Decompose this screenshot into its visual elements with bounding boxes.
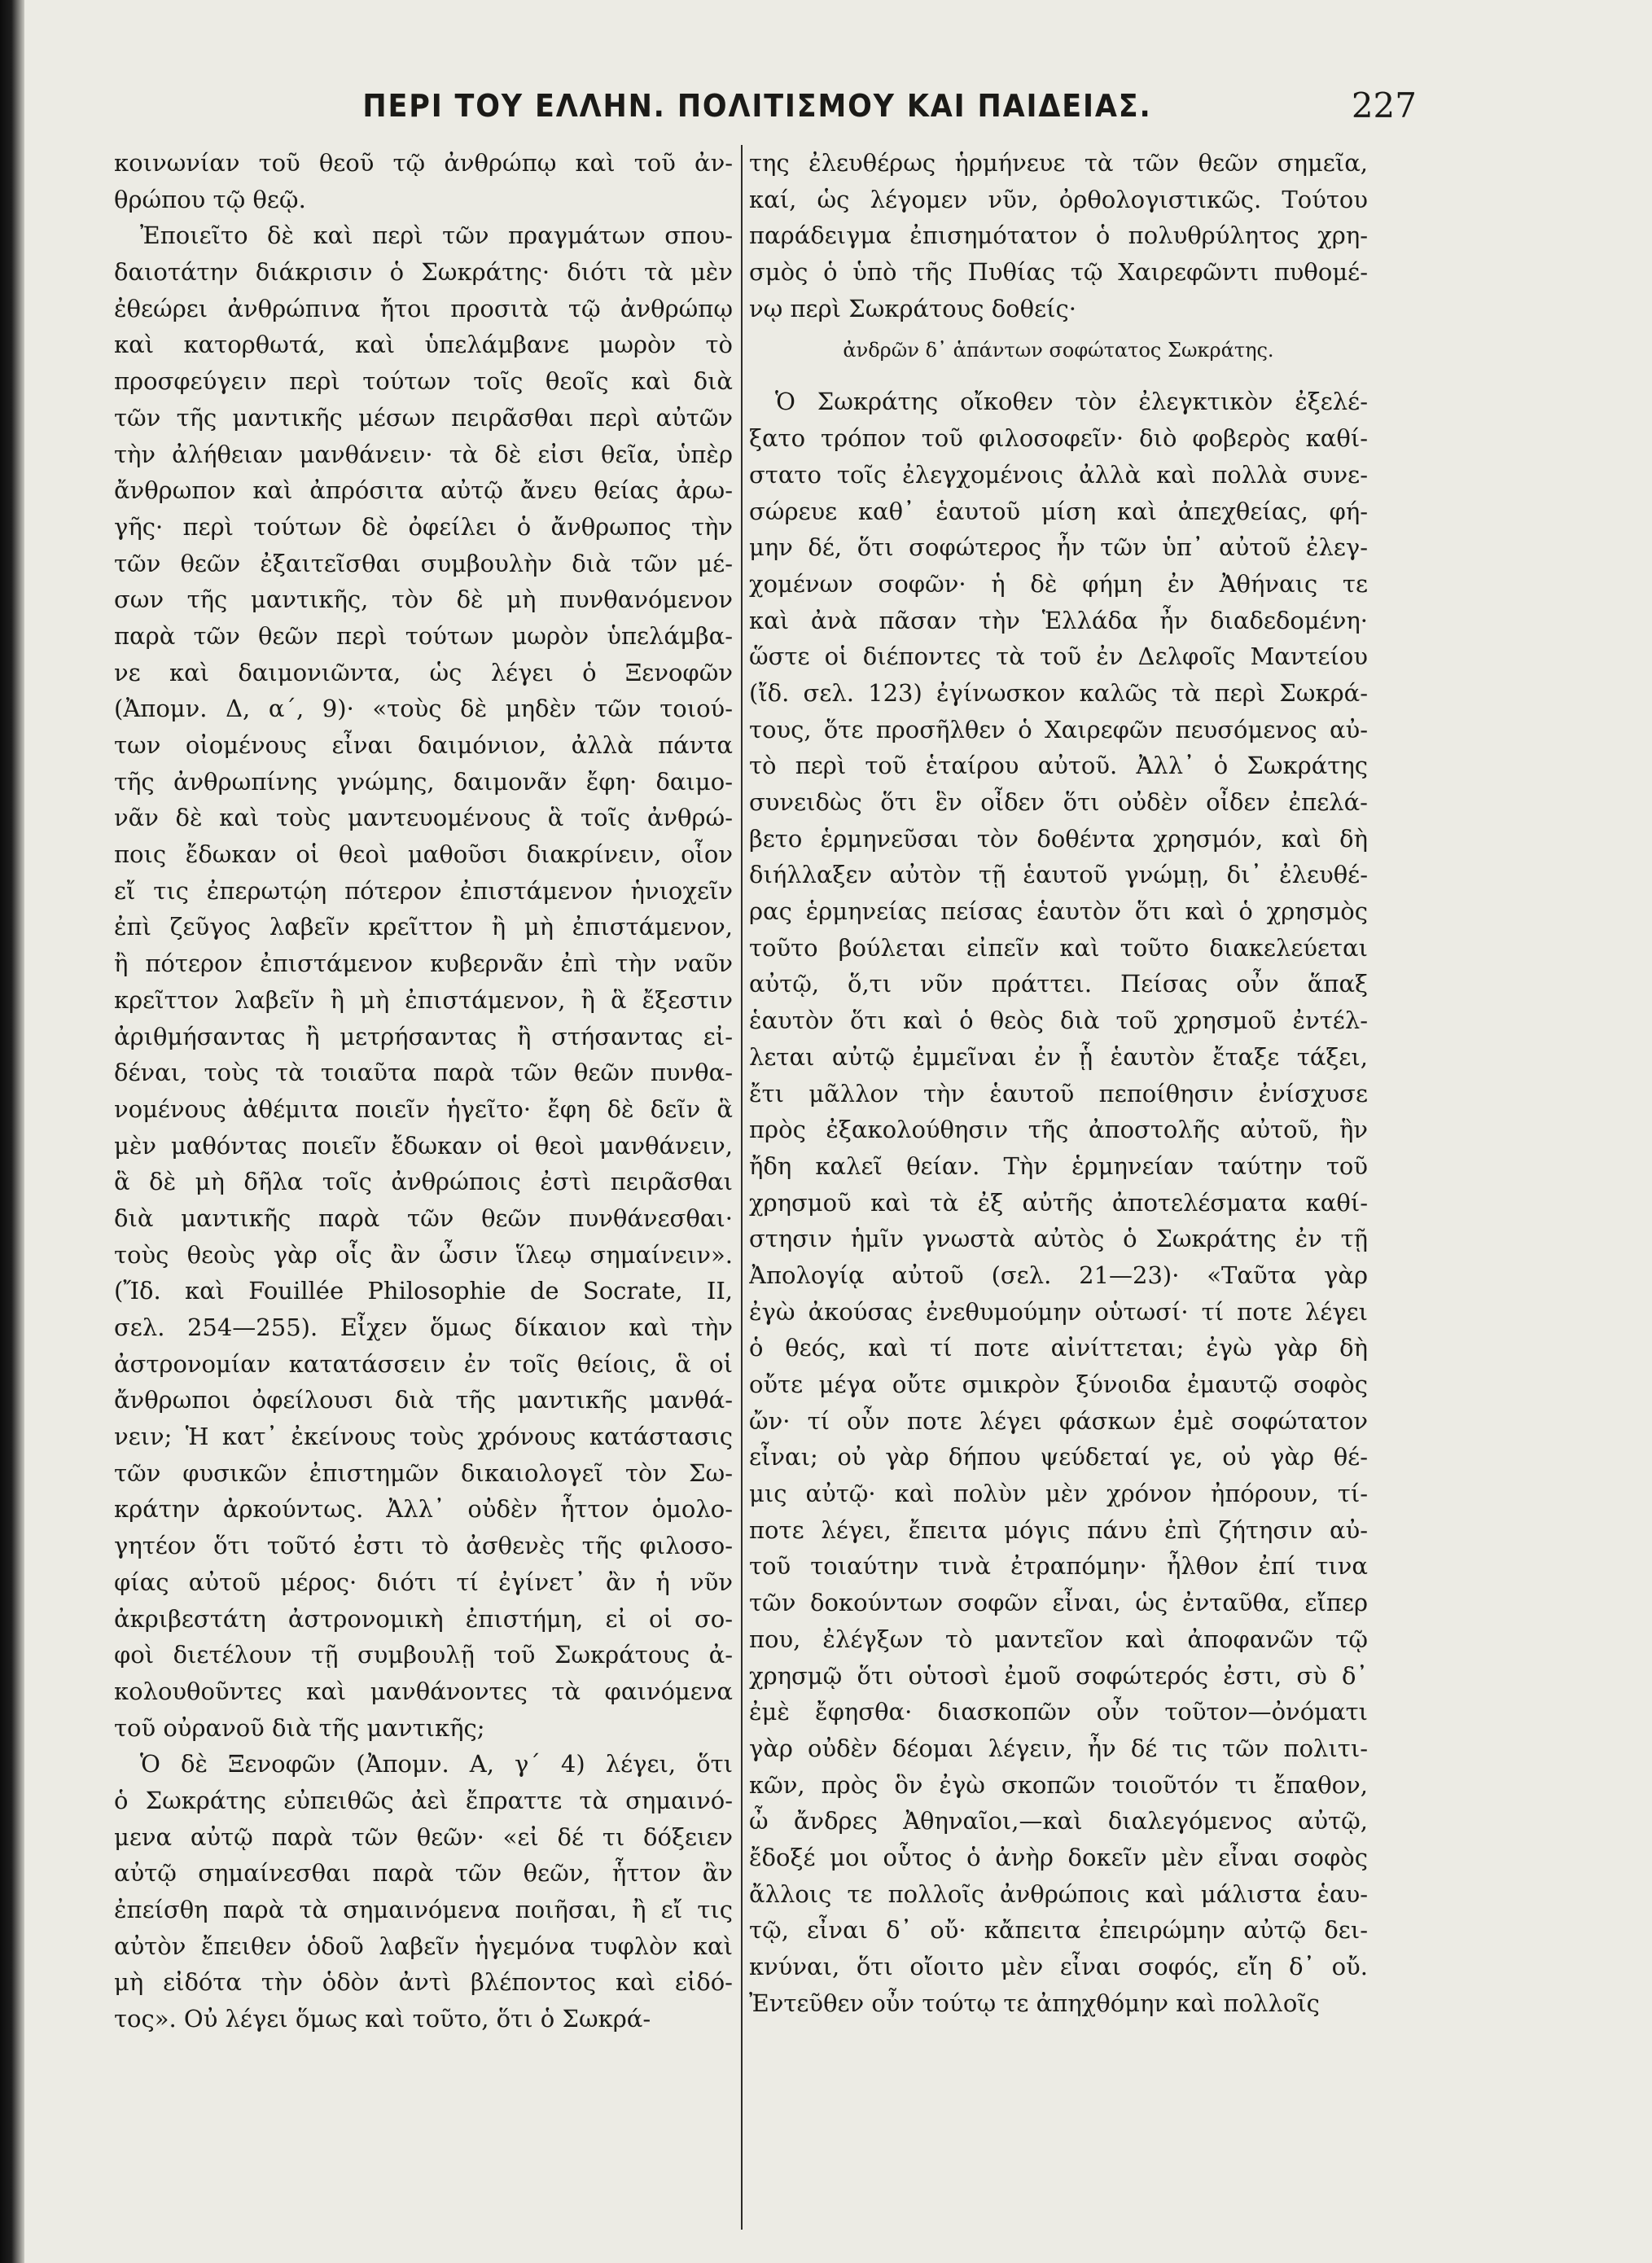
text-line: μην δέ, ὅτι σοφώτερος ἦν τῶν ὑπ᾽ αὐτοῦ ἐλεγ- bbox=[749, 533, 1368, 562]
text-line: στατο τοῖς ἐλεγχομένοις ἀλλὰ καὶ πολλὰ συνε- bbox=[749, 460, 1368, 489]
text-line: σμὸς ὁ ὑπὸ τῆς Πυθίας τῷ Χαιρεφῶντι πυθομέ- bbox=[749, 258, 1368, 287]
text-line: φοὶ διετέλουν τῇ συμβουλῇ τοῦ Σωκράτους ἀ- bbox=[114, 1641, 733, 1669]
text-line: διὰ μαντικῆς παρὰ τῶν θεῶν πυνθάνεσθαι· bbox=[114, 1204, 733, 1232]
text-line: εἴ τις ἐπερωτῴη πότερον ἐπιστάμενον ἡνιοχεῖν bbox=[114, 876, 733, 905]
text-line: ὥστε οἱ διέποντες τὰ τοῦ ἐν Δελφοῖς Μαντείου bbox=[749, 642, 1368, 671]
text-line: ρας ἑρμηνείας πείσας ἑαυτὸν ὅτι καὶ ὁ χρησμὸς bbox=[749, 897, 1368, 926]
text-line: ξατο τρόπον τοῦ φιλοσοφεῖν· διὸ φοβερὸς καθί- bbox=[749, 424, 1368, 453]
text-line: χομένων σοφῶν· ἡ δὲ φήμη ἐν Ἀθήναις τε bbox=[749, 569, 1368, 598]
text-line: τοῦ οὐρανοῦ διὰ τῆς μαντικῆς; bbox=[114, 1713, 485, 1742]
text-line: γὰρ οὐδὲν δέομαι λέγειν, ἦν δέ τις τῶν πολιτι- bbox=[749, 1734, 1368, 1762]
text-line: νε καὶ δαιμονιῶντα, ὡς λέγει ὁ Ξενοφῶν bbox=[114, 658, 733, 686]
text-line: τῶν φυσικῶν ἐπιστημῶν δικαιολογεῖ τὸν Σω- bbox=[114, 1458, 733, 1487]
oracle-quote: ἀνδρῶν δ᾽ ἁπάντων σοφώτατος Σωκράτης. bbox=[843, 339, 1274, 362]
text-line: νομένους ἀθέμιτα ποιεῖν ἡγεῖτο· ἔφη δὲ δεῖν ἃ bbox=[114, 1094, 733, 1123]
book-page bbox=[98, 49, 1417, 2248]
text-line: πρὸς ἐξακολούθησιν τῆς ἀποστολῆς αὐτοῦ, ἣν bbox=[749, 1116, 1368, 1144]
text-line: (ἴδ. σελ. 123) ἐγίνωσκον καλῶς τὰ περὶ Σωκρά- bbox=[749, 678, 1368, 707]
text-line: σων τῆς μαντικῆς, τὸν δὲ μὴ πυνθανόμενον bbox=[114, 585, 733, 614]
text-line: ἔδοξέ μοι οὗτος ὁ ἀνὴρ δοκεῖν μὲν εἶναι σοφὸς bbox=[749, 1843, 1368, 1871]
text-line: παράδειγμα ἐπισημότατον ὁ πολυθρύλητος χρη- bbox=[749, 221, 1368, 250]
text-line: ἑαυτὸν ὅτι καὶ ὁ θεὸς διὰ τοῦ χρησμοῦ ἐντέλ- bbox=[749, 1007, 1368, 1035]
text-line: μὲν μαθόντας ποιεῖν ἔδωκαν οἱ θεοὶ μανθάνειν, bbox=[114, 1131, 733, 1160]
text-line: τῶν δοκούντων σοφῶν εἶναι, ὡς ἐνταῦθα, εἴπερ bbox=[749, 1589, 1368, 1617]
text-line: καί, ὡς λέγομεν νῦν, ὀρθολογιστικῶς. Τούτου bbox=[749, 185, 1368, 213]
text-line: κρεῖττον λαβεῖν ἢ μὴ ἐπιστάμενον, ἢ ἃ ἔξεστιν bbox=[114, 985, 733, 1014]
text-line: ὦ ἄνδρες Ἀθηναῖοι,—καὶ διαλεγόμενος αὐτῷ, bbox=[749, 1807, 1368, 1835]
text-line: ἤδη καλεῖ θείαν. Τὴν ἑρμηνείαν ταύτην τοῦ bbox=[749, 1151, 1368, 1180]
text-line: φίας αὐτοῦ μέρος· διότι τί ἐγίνετ᾽ ἂν ἡ νῦν bbox=[114, 1568, 733, 1596]
text-line: κοινωνίαν τοῦ θεοῦ τῷ ἀνθρώπῳ καὶ τοῦ ἀν- bbox=[114, 149, 733, 177]
text-line: στησιν ἡμῖν γνωστὰ αὐτὸς ὁ Σωκράτης ἐν τῇ bbox=[749, 1225, 1368, 1253]
text-line: ἀστρονομίαν κατατάσσειν ἐν τοῖς θείοις, ἃ οἱ bbox=[114, 1349, 733, 1378]
text-line: τὴν ἀλήθειαν μανθάνειν· τὰ δὲ εἰσι θεῖα, ὑπὲρ bbox=[114, 440, 733, 468]
text-line: γῆς· περὶ τούτων δὲ ὀφείλει ὁ ἄνθρωπος τὴν bbox=[114, 512, 733, 541]
text-line: αὐτῷ σημαίνεσθαι παρὰ τῶν θεῶν, ἧττον ἂν bbox=[114, 1859, 733, 1888]
text-line: ἐπὶ ζεῦγος λαβεῖν κρεῖττον ἢ μὴ ἐπιστάμενον, bbox=[114, 913, 733, 941]
text-line: λεται αὐτῷ ἐμμεῖναι ἐν ᾗ ἑαυτὸν ἔταξε τάξει, bbox=[749, 1042, 1368, 1071]
left-column bbox=[114, 145, 733, 2230]
column-divider bbox=[741, 145, 743, 2230]
text-line: ἐγὼ ἀκούσας ἐνεθυμούμην οὑτωσί· τί ποτε λέγει bbox=[749, 1297, 1368, 1326]
text-line: τους, ὅτε προσῆλθεν ὁ Χαιρεφῶν πευσόμενος αὐ- bbox=[749, 715, 1368, 743]
text-line: ἐμὲ ἔφησθα· διασκοπῶν οὖν τοῦτον—ὀνόματι bbox=[749, 1698, 1368, 1726]
text-line: Ἐντεῦθεν οὖν τούτῳ τε ἀπηχθόμην καὶ πολλοῖς bbox=[749, 1989, 1320, 2017]
text-line: ὁ Σωκράτης εὐπειθῶς ἀεὶ ἔπραττε τὰ σημαινό- bbox=[114, 1786, 733, 1814]
text-line: τῆς ἀνθρωπίνης γνώμης, δαιμονᾶν ἔφη· δαιμο- bbox=[114, 767, 733, 796]
text-line: κολουθοῦντες καὶ μανθάνοντες τὰ φαινόμενα bbox=[114, 1677, 733, 1705]
text-line: θρώπου τῷ θεῷ. bbox=[114, 185, 306, 213]
text-line: των οἰομένους εἶναι δαιμόνιον, ἀλλὰ πάντα bbox=[114, 731, 733, 759]
text-line: ἄλλοις τε πολλοῖς ἀνθρώποις καὶ μάλιστα ἑαυ- bbox=[749, 1879, 1368, 1908]
text-line: ἐθεώρει ἀνθρώπινα ἤτοι προσιτὰ τῷ ἀνθρώπῳ bbox=[114, 294, 733, 322]
page-left-edge bbox=[0, 0, 24, 2263]
text-line: Ἐποιεῖτο δὲ καὶ περὶ τῶν πραγμάτων σπου- bbox=[140, 221, 733, 250]
text-line: (Ἀπομν. Δ, α΄, 9)· «τοὺς δὲ μηδὲν τῶν τοιού- bbox=[114, 695, 733, 723]
text-line: Ὁ Σωκράτης οἴκοθεν τὸν ἐλεγκτικὸν ἐξελέ- bbox=[775, 388, 1368, 416]
text-line: ἄνθρωπον καὶ ἀπρόσιτα αὐτῷ ἄνευ θείας ἀρω- bbox=[114, 476, 733, 505]
text-line: (Ἴδ. καὶ Fouillée Philosophie de Socrate, II, bbox=[114, 1277, 733, 1305]
text-line: αὐτῷ, ὅ,τι νῦν πράττει. Πείσας οὖν ἅπαξ bbox=[749, 970, 1368, 998]
text-line: καὶ κατορθωτά, καὶ ὑπελάμβανε μωρὸν τὸ bbox=[114, 331, 733, 359]
text-line: τῶν θεῶν ἐξαιτεῖσθαι συμβουλὴν διὰ τῶν μέ- bbox=[114, 549, 733, 577]
text-line: χρησμῷ ὅτι οὑτοσὶ ἐμοῦ σοφώτερός ἐστι, σὺ δ᾽ bbox=[749, 1661, 1368, 1690]
text-line: ἢ πότερον ἐπιστάμενον κυβερνᾶν ἐπὶ τὴν ναῦν bbox=[114, 949, 733, 978]
text-line: διήλλαξεν αὐτὸν τῇ ἑαυτοῦ γνώμῃ, δι᾽ ἐλευθέ- bbox=[749, 861, 1368, 889]
text-line: αὐτὸν ἔπειθεν ὁδοῦ λαβεῖν ἡγεμόνα τυφλὸν καὶ bbox=[114, 1932, 733, 1960]
text-line: νᾶν δὲ καὶ τοὺς μαντευομένους ἃ τοῖς ἀνθρώ- bbox=[114, 804, 733, 832]
text-line: καὶ ἀνὰ πᾶσαν τὴν Ἑλλάδα ἦν διαδεδομένη· bbox=[749, 606, 1368, 634]
text-line: τοῦ τοιαύτην τινὰ ἐτραπόμην· ἦλθον ἐπί τινα bbox=[749, 1552, 1368, 1581]
text-line: ἄνθρωποι ὀφείλουσι διὰ τῆς μαντικῆς μανθά- bbox=[114, 1386, 733, 1414]
text-line: σώρευε καθ᾽ ἑαυτοῦ μίση καὶ ἀπεχθείας, φή- bbox=[749, 497, 1368, 525]
text-line: ἃ δὲ μὴ δῆλα τοῖς ἀνθρώποις ἐστὶ πειρᾶσθαι bbox=[114, 1168, 733, 1196]
text-line: μὴ εἰδότα τὴν ὁδὸν ἀντὶ βλέποντος καὶ εἰδό- bbox=[114, 1968, 733, 1997]
text-line: τῶν τῆς μαντικῆς μέσων πειρᾶσθαι περὶ αὐτῶν bbox=[114, 403, 733, 432]
text-line: σελ. 254—255). Εἶχεν ὅμως δίκαιον καὶ τὴν bbox=[114, 1314, 733, 1341]
text-line: ὤν· τί οὖν ποτε λέγει φάσκων ἐμὲ σοφώτατον bbox=[749, 1406, 1368, 1435]
text-line: γητέον ὅτι τοῦτό ἐστι τὸ ἀσθενὲς τῆς φιλοσο- bbox=[114, 1532, 733, 1560]
text-line: που, ἐλέγξων τὸ μαντεῖον καὶ ἀποφανῶν τῷ bbox=[749, 1625, 1368, 1653]
text-line: τος». Οὐ λέγει ὅμως καὶ τοῦτο, ὅτι ὁ Σωκρά- bbox=[114, 2005, 651, 2033]
text-line: κράτην ἀρκούντως. Ἀλλ᾽ οὐδὲν ἧττον ὁμολο- bbox=[114, 1495, 733, 1524]
text-line: οὔτε μέγα οὔτε σμικρὸν ξύνοιδα ἐμαυτῷ σοφὸς bbox=[749, 1371, 1368, 1398]
text-line: παρὰ τῶν θεῶν περὶ τούτων μωρὸν ὑπελάμβα- bbox=[114, 621, 733, 650]
text-line: δέναι, τοὺς τὰ τοιαῦτα παρὰ τῶν θεῶν πυνθα- bbox=[114, 1059, 733, 1087]
text-line: ἀριθμήσαντας ἢ μετρήσαντας ἢ στήσαντας εἰ- bbox=[114, 1022, 733, 1050]
text-line: εἶναι; οὐ γὰρ δήπου ψεύδεταί γε, οὐ γὰρ θέ- bbox=[749, 1443, 1368, 1471]
text-line: ποτε λέγει, ἔπειτα μόγις πάνυ ἐπὶ ζήτησιν αὐ- bbox=[749, 1515, 1368, 1544]
text-line: τοὺς θεοὺς γὰρ οἷς ἂν ὦσιν ἵλεῳ σημαίνειν». bbox=[114, 1240, 733, 1269]
text-line: τῷ, εἶναι δ᾽ οὔ· κἄπειτα ἐπειρώμην αὐτῷ δει- bbox=[749, 1916, 1368, 1945]
text-line: της ἐλευθέρως ἡρμήνευε τὰ τῶν θεῶν σημεῖα, bbox=[749, 149, 1368, 177]
text-line: προσφεύγειν περὶ τούτων τοῖς θεοῖς καὶ διὰ bbox=[114, 367, 733, 396]
text-line: Ὁ δὲ Ξενοφῶν (Ἀπομν. Α, γ΄ 4) λέγει, ὅτι bbox=[140, 1750, 733, 1778]
text-line: κῶν, πρὸς ὃν ἐγὼ σκοπῶν τοιοῦτόν τι ἔπαθον, bbox=[749, 1770, 1368, 1799]
text-line: ἀκριβεστάτη ἀστρονομικὴ ἐπιστήμη, εἰ οἱ σο- bbox=[114, 1604, 733, 1633]
running-head bbox=[98, 81, 1417, 138]
text-line: κνύναι, ὅτι οἴοιτο μὲν εἶναι σοφός, εἴη δ᾽ οὔ. bbox=[749, 1953, 1368, 1980]
running-head-title: ΠΕΡΙ ΤΟΥ ΕΛΛΗΝ. ΠΟΛΙΤΙΣΜΟΥ ΚΑΙ ΠΑΙΔΕΙΑΣ. bbox=[362, 88, 1152, 124]
page-number: 227 bbox=[1351, 86, 1417, 125]
text-line: ποις ἔδωκαν οἱ θεοὶ μαθοῦσι διακρίνειν, οἷον bbox=[114, 840, 733, 869]
text-line: ὁ θεός, καὶ τί ποτε αἰνίττεται; ἐγὼ γὰρ δὴ bbox=[749, 1334, 1368, 1362]
text-line: ἐπείσθη παρὰ τὰ σημαινόμενα ποιῆσαι, ἢ εἴ τις bbox=[114, 1896, 733, 1923]
text-line: τοῦτο βούλεται εἰπεῖν καὶ τοῦτο διακελεύεται bbox=[749, 933, 1368, 962]
text-line: ἔτι μᾶλλον τὴν ἑαυτοῦ πεποίθησιν ἐνίσχυσε bbox=[749, 1079, 1368, 1107]
text-line: βετο ἑρμηνεῦσαι τὸν δοθέντα χρησμόν, καὶ δὴ bbox=[749, 824, 1368, 853]
text-line: μις αὐτῷ· καὶ πολὺν μὲν χρόνον ἠπόρουν, τί- bbox=[749, 1480, 1368, 1508]
right-column bbox=[749, 145, 1368, 2230]
text-line: μενα αὐτῷ παρὰ τῶν θεῶν· «εἰ δέ τι δόξειεν bbox=[114, 1822, 733, 1851]
text-line: συνειδὼς ὅτι ἓν οἶδεν ὅτι οὐδὲν οἶδεν ἐπελά- bbox=[749, 788, 1368, 816]
text-line: τὸ περὶ τοῦ ἑταίρου αὐτοῦ. Ἀλλ᾽ ὁ Σωκράτης bbox=[749, 752, 1368, 780]
text-line: νῳ περὶ Σωκράτους δοθείς· bbox=[749, 294, 1076, 322]
text-line: δαιοτάτην διάκρισιν ὁ Σωκράτης· διότι τὰ μὲν bbox=[114, 258, 733, 287]
text-line: χρησμοῦ καὶ τὰ ἐξ αὐτῆς ἀποτελέσματα καθί- bbox=[749, 1188, 1368, 1217]
text-line: νειν; Ἡ κατ᾽ ἐκείνους τοὺς χρόνους κατάστασις bbox=[114, 1423, 733, 1451]
text-line: Ἀπολογίᾳ αὐτοῦ (σελ. 21—23)· «Ταῦτα γὰρ bbox=[749, 1261, 1368, 1289]
